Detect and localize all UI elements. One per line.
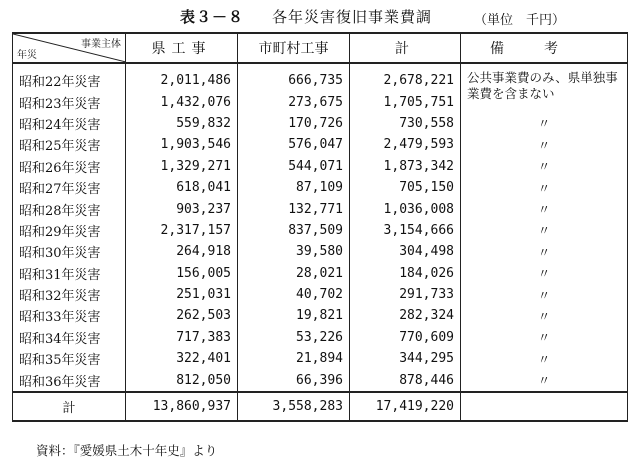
- year-cell: 昭和25年災害: [13, 134, 126, 155]
- table-row: [13, 369, 628, 391]
- table-row: [13, 156, 628, 177]
- table-row: [13, 63, 628, 91]
- table-row: [13, 177, 628, 198]
- pref-cell: 717,383: [126, 327, 238, 348]
- table-row: [13, 113, 628, 134]
- pref-cell: 264,918: [126, 241, 238, 262]
- header-row: [13, 33, 628, 63]
- table-row: [13, 348, 628, 369]
- total-cell: 2,678,221: [350, 63, 461, 91]
- note-cell: 公共事業費のみ、県単独事業費を含まない: [461, 63, 628, 113]
- total-cell: 705,150: [350, 177, 461, 198]
- muni-cell: 544,071: [238, 156, 350, 177]
- note-cell: 〃: [461, 263, 628, 284]
- table-row: [13, 134, 628, 155]
- pref-cell: 2,011,486: [126, 63, 238, 91]
- year-cell: 昭和22年災害: [13, 63, 126, 91]
- muni-cell: 132,771: [238, 198, 350, 219]
- pref-cell: 559,832: [126, 113, 238, 134]
- table-row: [13, 263, 628, 284]
- year-cell: 昭和31年災害: [13, 263, 126, 284]
- note-cell: 〃: [461, 156, 628, 177]
- note-cell: 〃: [461, 305, 628, 326]
- note-cell: 〃: [461, 284, 628, 305]
- muni-cell: 576,047: [238, 134, 350, 155]
- note-cell: 〃: [461, 327, 628, 348]
- grand-total-cell: 17,419,220: [350, 392, 461, 421]
- total-cell: 1,036,008: [350, 198, 461, 219]
- disaster-recovery-table: [12, 32, 628, 422]
- year-cell: 昭和23年災害: [13, 91, 126, 112]
- total-cell: 1,873,342: [350, 156, 461, 177]
- year-cell: 昭和36年災害: [13, 369, 126, 391]
- pref-cell: 812,050: [126, 369, 238, 391]
- total-cell: 1,705,751: [350, 91, 461, 112]
- year-cell: 昭和32年災害: [13, 284, 126, 305]
- total-cell: 3,154,666: [350, 220, 461, 241]
- muni-cell: 19,821: [238, 305, 350, 326]
- col-header-muni: 市町村工事: [238, 33, 350, 63]
- muni-cell: 87,109: [238, 177, 350, 198]
- muni-cell: 666,735: [238, 63, 350, 91]
- pref-cell: 251,031: [126, 284, 238, 305]
- muni-cell: 53,226: [238, 327, 350, 348]
- pref-cell: 2,317,157: [126, 220, 238, 241]
- muni-cell: 66,396: [238, 369, 350, 391]
- col-header-note: 備考: [461, 33, 628, 63]
- note-cell: 〃: [461, 198, 628, 219]
- table-title: [180, 6, 432, 27]
- note-cell: 〃: [461, 220, 628, 241]
- pref-cell: 903,237: [126, 198, 238, 219]
- total-row: [13, 392, 628, 421]
- total-cell: 730,558: [350, 113, 461, 134]
- total-label: 計: [13, 392, 126, 421]
- total-cell: 878,446: [350, 369, 461, 391]
- total-pref-cell: 13,860,937: [126, 392, 238, 421]
- total-cell: 344,295: [350, 348, 461, 369]
- source-note: 資料：『愛媛県土木十年史』より: [36, 443, 218, 458]
- table-number: 表３－８: [180, 8, 245, 26]
- table-title-text: 各年災害復旧事業費調: [272, 8, 433, 26]
- total-note-cell: [461, 392, 628, 421]
- table-body: [13, 63, 628, 392]
- year-cell: 昭和24年災害: [13, 113, 126, 134]
- pref-cell: 156,005: [126, 263, 238, 284]
- pref-cell: 1,329,271: [126, 156, 238, 177]
- muni-cell: 39,580: [238, 241, 350, 262]
- year-cell: 昭和33年災害: [13, 305, 126, 326]
- table-row: [13, 198, 628, 219]
- col-header-pref: 県工事: [126, 33, 238, 63]
- note-cell: 〃: [461, 177, 628, 198]
- unit-label: （単位 千円）: [474, 13, 566, 28]
- year-cell: 昭和29年災害: [13, 220, 126, 241]
- total-muni-cell: 3,558,283: [238, 392, 350, 421]
- note-cell: 〃: [461, 113, 628, 134]
- muni-cell: 40,702: [238, 284, 350, 305]
- pref-cell: 1,432,076: [126, 91, 238, 112]
- year-cell: 昭和34年災害: [13, 327, 126, 348]
- muni-cell: 273,675: [238, 91, 350, 112]
- year-cell: 昭和30年災害: [13, 241, 126, 262]
- muni-cell: 28,021: [238, 263, 350, 284]
- muni-cell: 21,894: [238, 348, 350, 369]
- col-header-total: 計: [350, 33, 461, 63]
- year-cell: 昭和28年災害: [13, 198, 126, 219]
- pref-cell: 1,903,546: [126, 134, 238, 155]
- note-cell: 〃: [461, 369, 628, 391]
- year-cell: 昭和35年災害: [13, 348, 126, 369]
- total-cell: 770,609: [350, 327, 461, 348]
- table-row: [13, 305, 628, 326]
- note-cell: 〃: [461, 241, 628, 262]
- total-cell: 291,733: [350, 284, 461, 305]
- pref-cell: 618,041: [126, 177, 238, 198]
- table-row: [13, 241, 628, 262]
- pref-cell: 322,401: [126, 348, 238, 369]
- corner-header-top: 事業主体: [81, 39, 121, 50]
- muni-cell: 837,509: [238, 220, 350, 241]
- note-cell: 〃: [461, 348, 628, 369]
- pref-cell: 262,503: [126, 305, 238, 326]
- table-row: [13, 220, 628, 241]
- note-cell: 〃: [461, 134, 628, 155]
- corner-header: [13, 33, 126, 63]
- muni-cell: 170,726: [238, 113, 350, 134]
- total-cell: 282,324: [350, 305, 461, 326]
- corner-header-bottom: 年災: [17, 50, 37, 61]
- table-row: [13, 327, 628, 348]
- table-row: [13, 284, 628, 305]
- total-cell: 2,479,593: [350, 134, 461, 155]
- total-cell: 184,026: [350, 263, 461, 284]
- total-cell: 304,498: [350, 241, 461, 262]
- year-cell: 昭和26年災害: [13, 156, 126, 177]
- year-cell: 昭和27年災害: [13, 177, 126, 198]
